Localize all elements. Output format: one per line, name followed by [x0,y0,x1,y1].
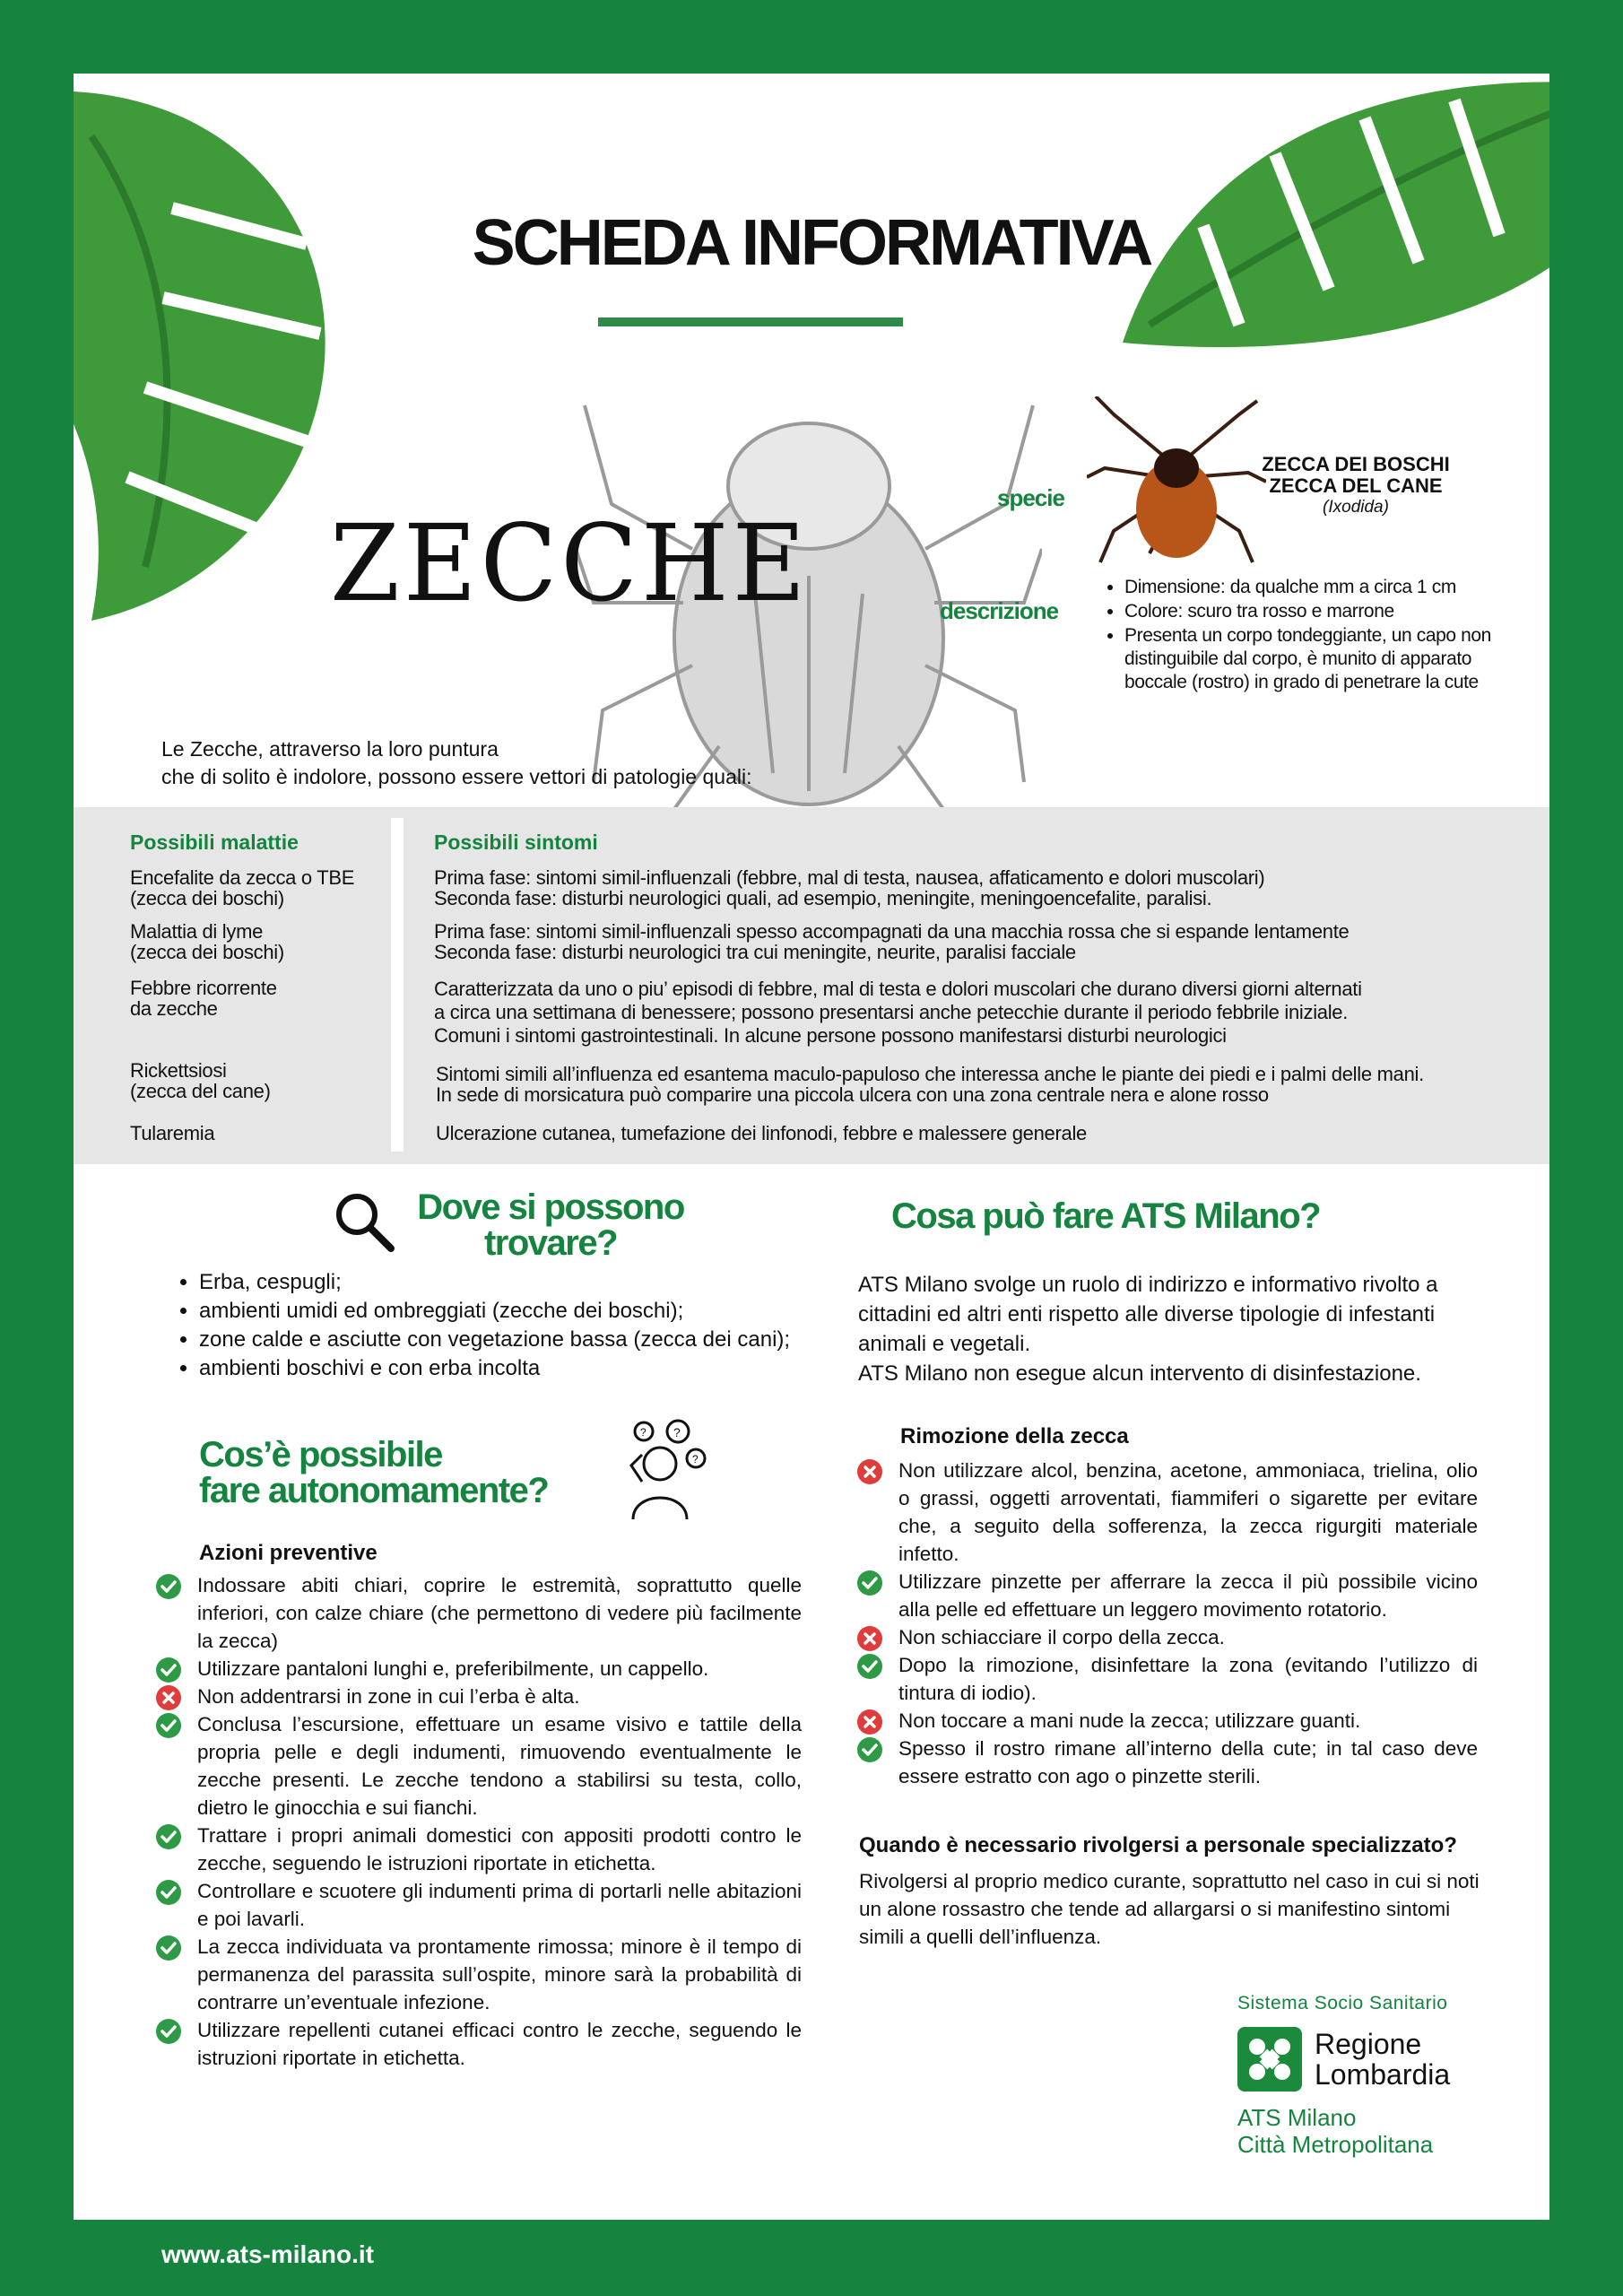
where-item: • zone calde e asciutte con vegetazione bassa (zecca dei cani); [199,1326,898,1354]
species-label: specie [997,484,1064,511]
where-item: • ambienti umidi ed ombreggiati (zecche dei boschi); [199,1297,898,1326]
where-title-line-1: Dove si possono [417,1187,684,1227]
symptom-line: Seconda fase: disturbi neurologici quali, ad esempio, meningite, meningoencefalite, paralisi. [434,887,1212,909]
logo-region-line-2: Lombardia [1315,2058,1451,2091]
removal-item-text: Non utilizzare alcol, benzina, acetone, ammoniaca, trielina, olio o grassi, oggetti arroventati, fiammiferi o sigarette per evitare che, a seguito della sofferenza, la zecca rigurgiti materiale infetto. [898,1459,1478,1565]
symptom-line: Ulcerazione cutanea, tumefazione dei linfonodi, febbre e malessere generale [436,1122,1087,1144]
where-title [398,1189,703,1261]
title-underline [598,317,903,326]
description-item: • Colore: scuro tra rosso e marrone [1124,600,1519,623]
removal-item-text: Non schiacciare il corpo della zecca. [898,1626,1225,1648]
self-item [156,1683,802,1710]
removal-item-text: Utilizzare pinzette per afferrare la zecca il più possibile vicino alla pelle ed effettuare un leggero movimento rotatorio. [898,1570,1478,1621]
logo-ats-line-1: ATS Milano [1237,2104,1357,2131]
removal-list [857,1457,1478,1790]
logo-system: Sistema Socio Sanitario [1237,1993,1448,2013]
table-row-disease [130,921,284,962]
self-item-text: Utilizzare repellenti cutanei efficaci contro le zecche, seguendo le istruzioni riportate in etichetta. [197,2019,802,2069]
intro-line-2: che di solito è indolore, possono essere vettori di patologie quali: [161,765,752,788]
check-icon [156,1657,181,1683]
self-title-line-1: Cos’è possibile [199,1435,442,1474]
self-item [156,1710,802,1822]
info-sheet [74,74,1549,2220]
cross-icon [857,1626,882,1651]
check-icon [156,1824,181,1849]
removal-item-text: Spesso il rostro rimane all’interno della cute; in tal caso deve essere estratto con ago o pinzette sterili. [898,1737,1478,1787]
logo-region [1315,2029,1450,2090]
ats-text [858,1270,1495,1388]
self-item [156,1877,802,1933]
where-title-line-2: trovare? [483,1223,618,1263]
ats-paragraph: ATS Milano non esegue alcun intervento di disinfestazione. [858,1361,1421,1386]
species-line-2: ZECCA DEL CANE [1269,474,1443,497]
where-list [163,1268,898,1383]
svg-text:?: ? [692,1453,699,1465]
removal-item [857,1623,1478,1651]
description-item: • Dimensione: da qualche mm a circa 1 cm [1124,576,1519,599]
removal-item [857,1735,1478,1790]
self-item-text: Conclusa l’escursione, effettuare un esame visivo e tattile della propria pelle e degli indumenti, rimuovendo eventualmente le zecche presenti. Le zecche tendono a stabilirsi su testa, collo, dietro le ginocchia e sui fianchi. [197,1713,802,1819]
table-row-symptoms [434,978,1362,1048]
svg-text:?: ? [640,1426,647,1439]
disease-vector: da zecche [130,997,218,1020]
check-icon [857,1570,882,1596]
self-title-line-2: fare autonomamente? [199,1471,549,1510]
species-latin: (Ixodida) [1323,498,1389,517]
self-item [156,1571,802,1655]
removal-item [857,1568,1478,1623]
check-icon [156,1880,181,1905]
symptom-line: Comuni i sintomi gastrointestinali. In alcune persone possono manifestarsi disturbi neurologici [434,1024,1227,1047]
symptom-line: Prima fase: sintomi simil-influenzali (febbre, mal di testa, nausea, affaticamento e dolori muscolari) [434,866,1265,889]
svg-text:?: ? [673,1425,681,1439]
species-line-1: ZECCA DEI BOSCHI [1262,453,1450,475]
check-icon [857,1654,882,1679]
disease-vector: (zecca dei boschi) [130,887,284,909]
removal-item [857,1651,1478,1707]
symptom-line: Seconda fase: disturbi neurologici tra cui meningite, neurite, paralisi facciale [434,941,1076,963]
table-row-disease [130,867,354,909]
description-item: • Presenta un corpo tondeggiante, un capo non distinguibile dal corpo, è munito di apparato boccale (rostro) in grado di penetrare la cute [1124,624,1519,694]
removal-item [857,1707,1478,1735]
footer-website-link[interactable]: www.ats-milano.it [161,2240,374,2268]
disease-name: Encefalite da zecca o TBE [130,866,355,889]
disease-name: Tularemia [130,1122,215,1144]
table-row-disease [130,1060,271,1101]
cross-icon [857,1459,882,1484]
intro-line-1: Le Zecche, attraverso la loro puntura [161,737,499,761]
table-row-symptoms [436,1064,1424,1105]
self-item-text: Non addentrarsi in zone in cui l’erba è alta. [197,1685,580,1708]
logo-region-line-1: Regione [1315,2028,1422,2060]
hero-word: ZECCHE [330,502,810,626]
ats-title: Cosa può fare ATS Milano? [891,1196,1321,1236]
self-title [199,1437,548,1509]
symptom-line: a circa una settimana di benessere; possono presentarsi anche petecchie durante il periodo febbrile iniziale. [434,1001,1349,1023]
logo-ats-line-2: Città Metropolitana [1237,2131,1434,2158]
where-item: • Erba, cespugli; [199,1268,898,1297]
monstera-leaf-left-icon [74,74,360,639]
self-item-text: Indossare abiti chiari, coprire le estremità, soprattutto quelle inferiori, con calze chiare (che permettono di vedere più facilmente la zecca) [197,1574,802,1652]
symptom-line: Caratterizzata da uno o piu’ episodi di febbre, mal di testa e dolori muscolari che durano diversi giorni alternati [434,978,1362,1000]
self-item-text: Trattare i propri animali domestici con appositi prodotti contro le zecche, seguendo le istruzioni riportate in etichetta. [197,1824,802,1874]
table-row-symptoms [434,921,1349,962]
check-icon [156,2019,181,2044]
self-item-text: La zecca individuata va prontamente rimossa; minore è il tempo di permanenza del parassita sull’ospite, minore sarà la probabilità di contrarre un’eventuale infezione. [197,1935,802,2013]
table-header-symptoms: Possibili sintomi [434,831,598,854]
where-item: • ambienti boschivi e con erba incolta [199,1354,898,1383]
cross-icon [156,1685,181,1710]
table-header-diseases: Possibili malattie [130,831,299,854]
self-item [156,1822,802,1877]
disease-name: Febbre ricorrente [130,977,277,999]
magnifier-icon [332,1189,396,1254]
check-icon [156,1713,181,1738]
disease-name: Malattia di lyme [130,920,264,943]
self-item [156,1655,802,1683]
check-icon [156,1574,181,1599]
disease-name: Rickettsiosi [130,1059,227,1082]
symptom-line: Sintomi simili all’influenza ed esantema maculo-papuloso che interessa anche le piante dei piedi e i palmi delle mani. [436,1063,1424,1085]
self-actions-list [156,1571,802,2072]
removal-item [857,1457,1478,1568]
disease-vector: (zecca dei boschi) [130,941,284,963]
intro-text [161,735,751,791]
regione-lombardia-logo-icon [1237,2027,1302,2092]
description-label: descrizione [940,597,1059,624]
specialist-text: Rivolgersi al proprio medico curante, soprattutto nel caso in cui si noti un alone rossastro che tende ad allargarsi o si manifestino sintomi simili a quelli dell’influenza. [859,1870,1480,1948]
table-row-symptoms [434,867,1264,909]
description-list [1096,576,1519,695]
self-subtitle: Azioni preventive [199,1541,378,1565]
removal-item-text: Non toccare a mani nude la zecca; utilizzare guanti. [898,1709,1361,1732]
check-icon [156,1935,181,1961]
table-row-disease [130,1123,214,1144]
check-icon [857,1737,882,1762]
specialist-title: Quando è necessario rivolgersi a personale specializzato? [859,1833,1457,1857]
symptom-line: In sede di morsicatura può comparire una piccola ulcera con una zona centrale nera e alone rosso [436,1083,1269,1106]
confused-person-icon [624,1419,717,1519]
logo-ats [1237,2104,1433,2158]
symptom-line: Prima fase: sintomi simil-influenzali spesso accompagnati da una macchia rossa che si espande lentamente [434,920,1350,943]
ats-paragraph: ATS Milano svolge un ruolo di indirizzo e informativo rivolto a cittadini ed altri enti rispetto alle diverse tipologie di infestanti animali e vegetali. [858,1273,1438,1356]
page-title: SCHEDA INFORMATIVA [472,207,1151,279]
self-item-text: Utilizzare pantaloni lunghi e, preferibilmente, un cappello. [197,1657,709,1680]
table-row-disease [130,978,277,1019]
removal-item-text: Dopo la rimozione, disinfettare la zona (evitando l’utilizzo di tintura di iodio). [898,1654,1478,1704]
species-names [1239,454,1472,518]
removal-title: Rimozione della zecca [900,1424,1129,1448]
disease-vector: (zecca del cane) [130,1080,271,1102]
table-divider [391,818,404,1152]
table-row-symptoms [436,1123,1087,1144]
cross-icon [857,1709,882,1735]
self-item [156,1933,802,2016]
self-item-text: Controllare e scuotere gli indumenti prima di portarli nelle abitazioni e poi lavarli. [197,1880,802,1930]
self-item [156,2016,802,2072]
